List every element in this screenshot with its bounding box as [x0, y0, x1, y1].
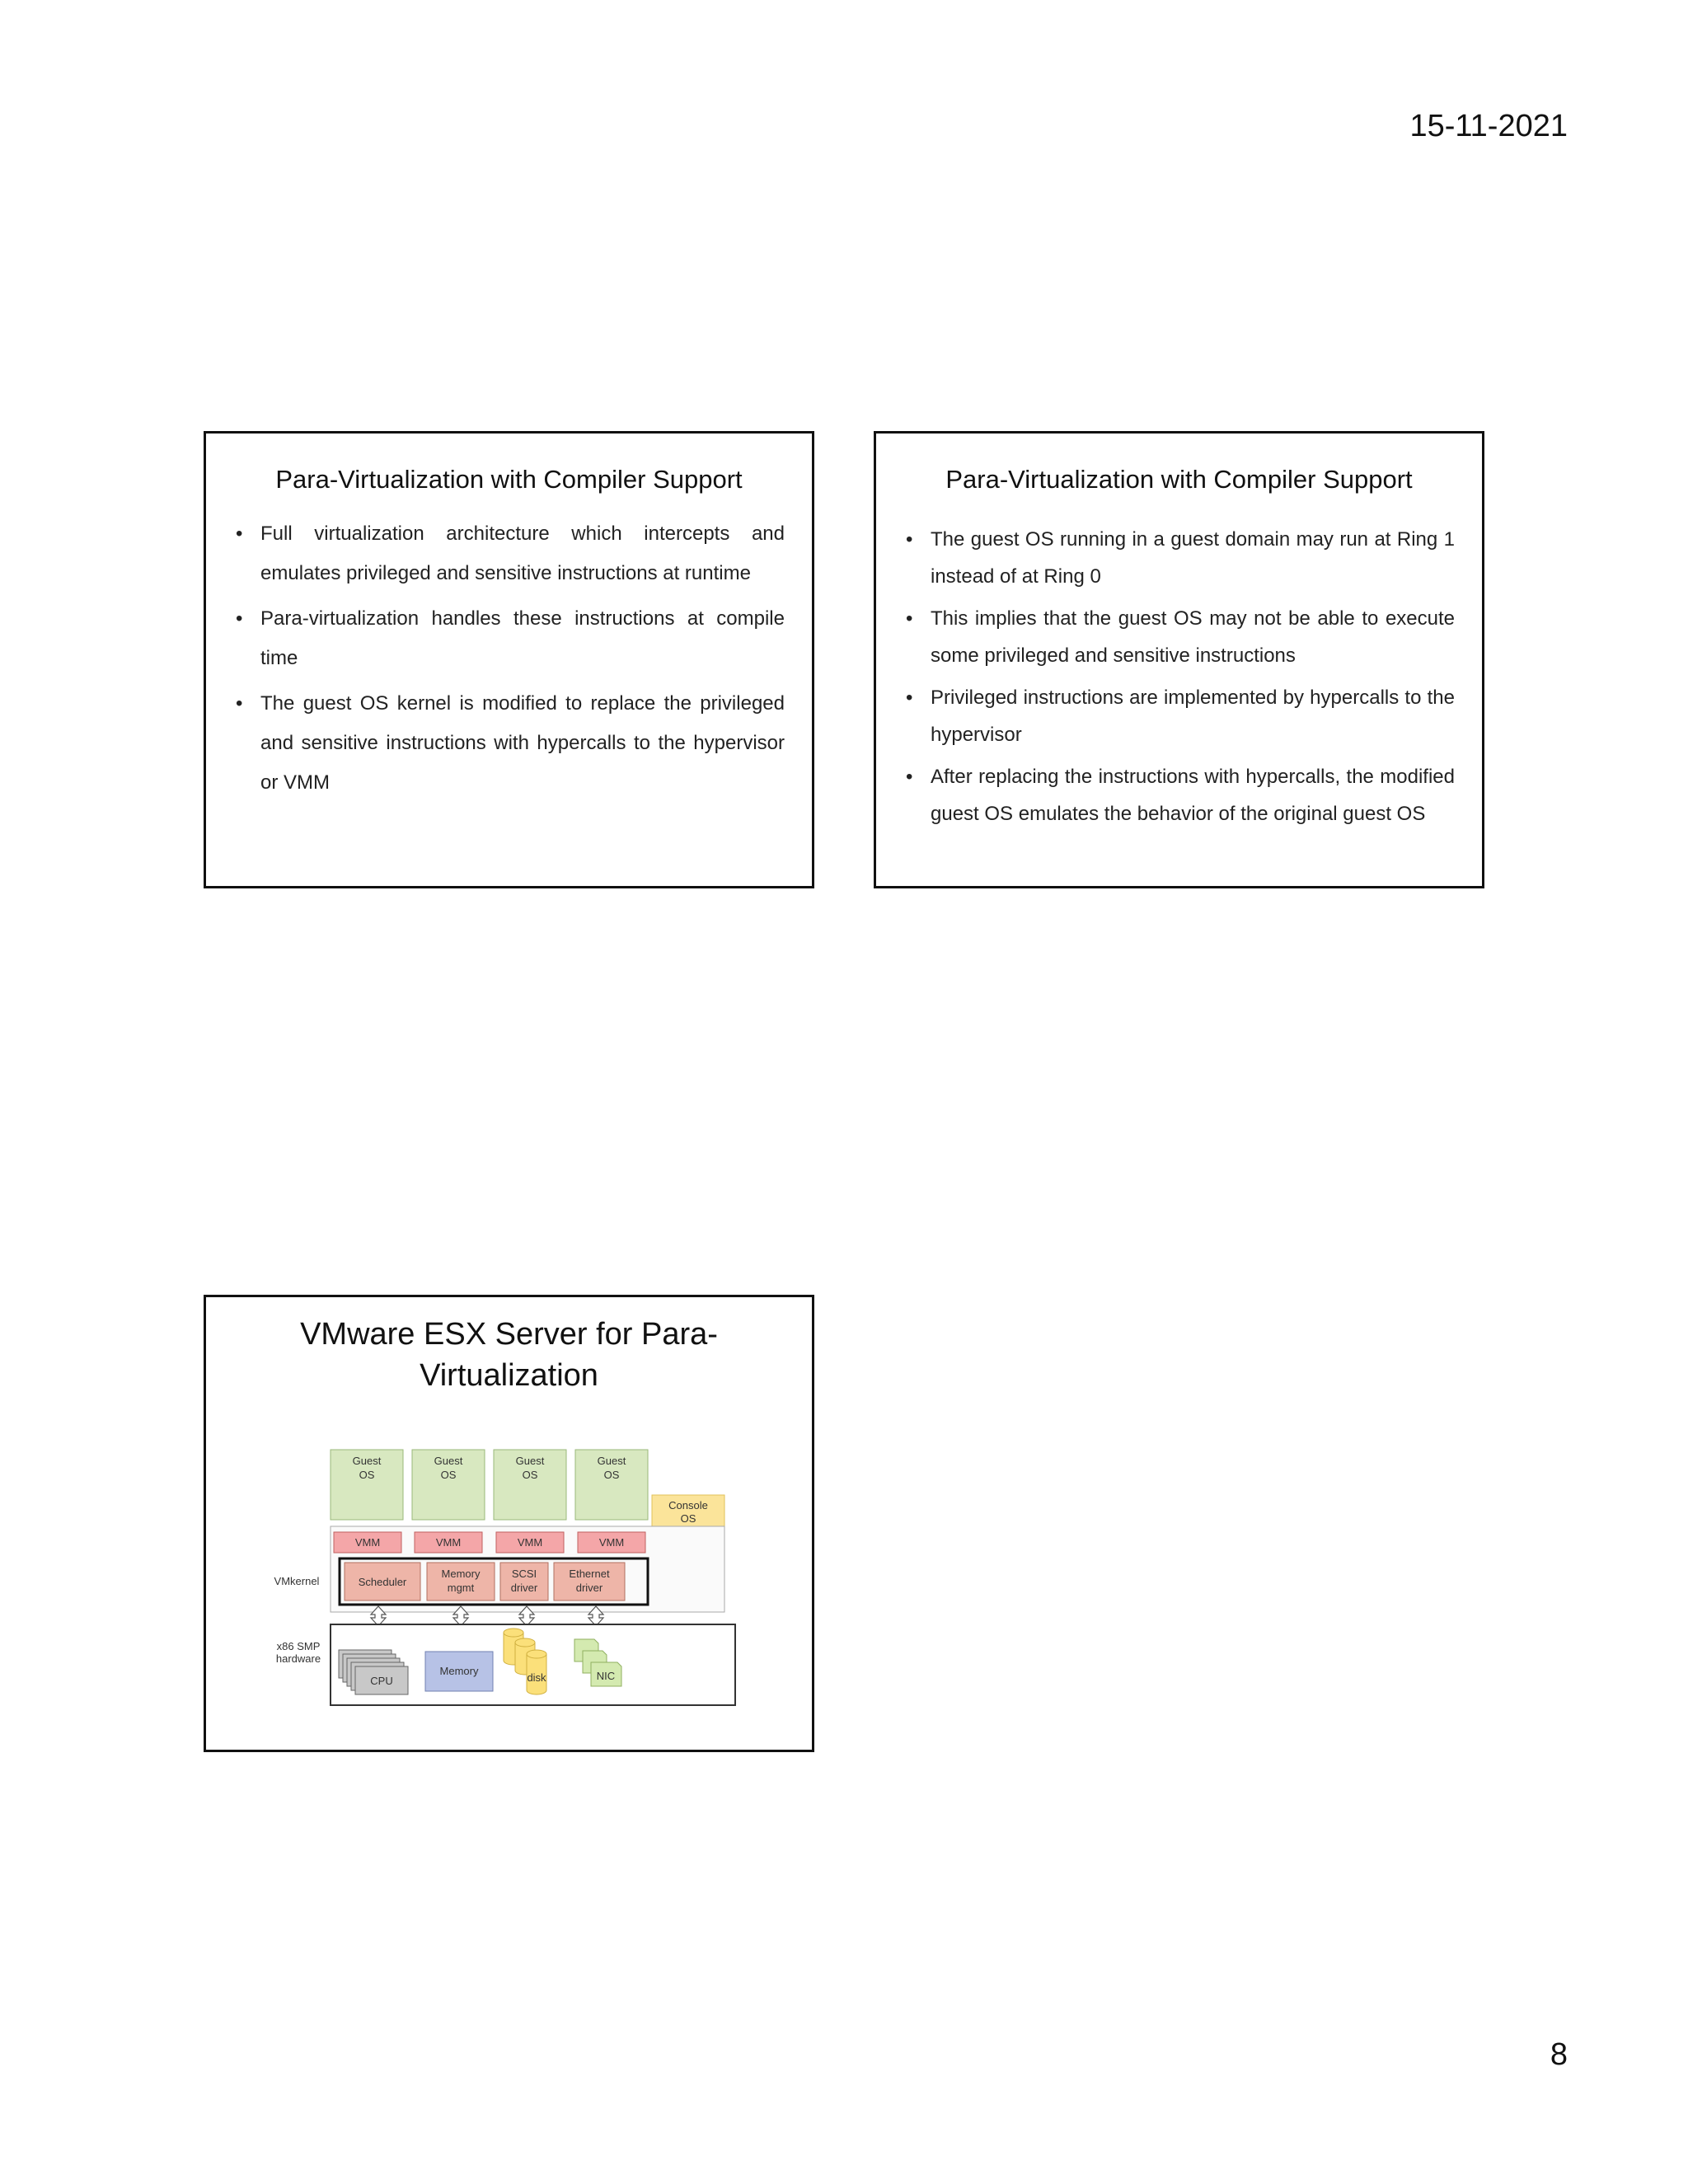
bullet-dot: •	[236, 523, 243, 545]
guest-os-box-4	[575, 1450, 648, 1520]
console-os-label-line1: Console	[668, 1499, 708, 1511]
page-number: 8	[1550, 2037, 1568, 2072]
bullet-dot: •	[906, 528, 913, 551]
guest-os-label-line2: OS	[440, 1469, 457, 1481]
vmm-label: VMM	[517, 1536, 543, 1549]
bullet-item	[903, 679, 1455, 753]
bullet-text: Full virtualization architecture which intercepts and emulates privileged and sensitive instructions at runtime	[260, 523, 785, 584]
guest-os-label-line2: OS	[359, 1469, 375, 1481]
scheduler-label: Scheduler	[358, 1576, 407, 1588]
vmm-box-3	[496, 1532, 564, 1553]
guest-os-box-1	[331, 1450, 403, 1520]
memory-mgmt-label-line2: mgmt	[447, 1582, 475, 1594]
console-os-label-line2: OS	[680, 1512, 696, 1525]
vmm-label: VMM	[354, 1536, 381, 1549]
vmm-box-1	[334, 1532, 401, 1553]
scsi-driver-box	[500, 1563, 548, 1601]
bullet-item	[903, 600, 1455, 674]
scsi-driver-label-line2: driver	[510, 1582, 538, 1594]
slide-title: Para-Virtualization with Compiler Support	[275, 465, 743, 494]
guest-os-label-line1: Guest	[352, 1455, 382, 1467]
bullet-dot: •	[906, 687, 913, 709]
disk-label: disk	[527, 1671, 546, 1684]
scsi-driver-label-line1: SCSI	[511, 1568, 537, 1580]
slide-thumbnail-2	[874, 431, 1484, 888]
bullet-list	[232, 514, 785, 808]
scheduler-box	[345, 1563, 420, 1601]
esx-architecture-diagram	[268, 1441, 762, 1713]
bullet-item	[232, 514, 785, 593]
bullet-item	[903, 521, 1455, 595]
memory-mgmt-label-line1: Memory	[441, 1568, 481, 1580]
slide-thumbnail-1	[204, 431, 814, 888]
slide-title-line-1: VMware ESX Server for Para-	[300, 1317, 718, 1352]
slide-title-line-2: Virtualization	[420, 1358, 598, 1393]
vmm-box-2	[415, 1532, 482, 1553]
slide-thumbnail-3	[204, 1295, 814, 1752]
bullet-item	[232, 684, 785, 803]
guest-os-label-line1: Guest	[434, 1455, 463, 1467]
bullet-dot: •	[906, 766, 913, 788]
bullet-text: The guest OS running in a guest domain may run at Ring 1 instead of at Ring 0	[931, 528, 1455, 588]
header-date: 15-11-2021	[1409, 109, 1568, 143]
memory-mgmt-box	[427, 1563, 495, 1601]
vmm-label: VMM	[435, 1536, 462, 1549]
guest-os-label-line1: Guest	[597, 1455, 626, 1467]
hardware-label-line2: hardware	[275, 1652, 321, 1665]
ethernet-driver-box	[554, 1563, 625, 1601]
guest-os-label-line2: OS	[603, 1469, 620, 1481]
guest-os-box-2	[412, 1450, 485, 1520]
bullet-text: This implies that the guest OS may not be able to execute some privileged and sensitive instructions	[931, 607, 1455, 667]
memory-label: Memory	[439, 1665, 479, 1677]
guest-os-box-3	[494, 1450, 566, 1520]
bullet-text: After replacing the instructions with hypercalls, the modified guest OS emulates the behavior of the original guest OS	[931, 766, 1455, 825]
bullet-item	[903, 758, 1455, 832]
bullet-item	[232, 599, 785, 678]
slide-title	[206, 1314, 812, 1396]
slide-title: Para-Virtualization with Compiler Support	[945, 465, 1413, 494]
bullet-text: Privileged instructions are implemented by hypercalls to the hypervisor	[931, 687, 1455, 746]
vmm-label: VMM	[598, 1536, 625, 1549]
ethernet-driver-label-line1: Ethernet	[569, 1568, 610, 1580]
bullet-dot: •	[906, 607, 913, 630]
bullet-text: The guest OS kernel is modified to replace the privileged and sensitive instructions with hypercalls to the hypervisor or VMM	[260, 692, 785, 794]
esx-diagram-svg	[268, 1441, 762, 1713]
bullet-dot: •	[236, 607, 243, 630]
cpu-label: CPU	[370, 1675, 393, 1687]
vmm-box-4	[578, 1532, 645, 1553]
vmkernel-label: VMkernel	[274, 1575, 320, 1587]
guest-os-label-line2: OS	[522, 1469, 538, 1481]
bullet-list	[903, 521, 1455, 837]
bullet-dot: •	[236, 692, 243, 715]
memory-box	[425, 1652, 493, 1691]
bullet-text: Para-virtualization handles these instructions at compile time	[260, 607, 785, 669]
ethernet-driver-label-line2: driver	[575, 1582, 603, 1594]
guest-os-label-line1: Guest	[515, 1455, 545, 1467]
nic-label: NIC	[596, 1670, 616, 1682]
hardware-label-line1: x86 SMP	[276, 1640, 321, 1652]
